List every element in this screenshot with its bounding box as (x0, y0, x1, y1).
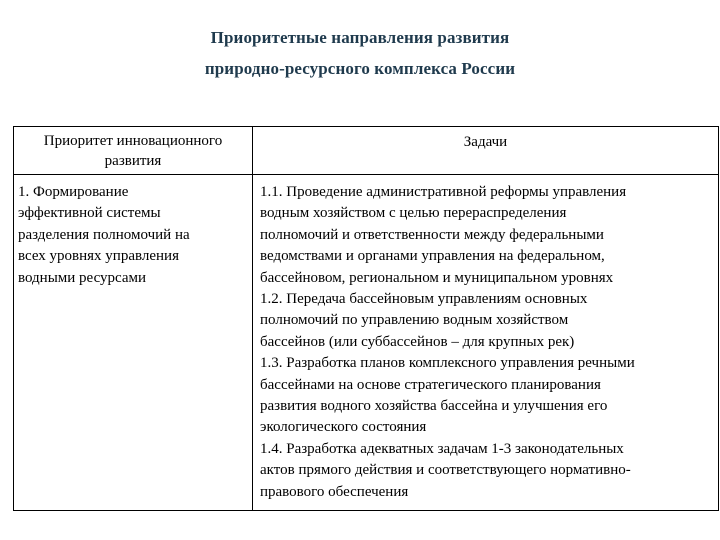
task-line: полномочий и ответственности между федеральными (260, 226, 604, 243)
page-title-line-2: природно-ресурсного комплекса России (204, 59, 516, 78)
priority-line: разделения полномочий на (18, 226, 190, 243)
task-line: бассейнов (или суббассейнов – для крупных рек) (260, 333, 575, 350)
task-line: полномочий по управлению водным хозяйством (260, 312, 569, 329)
priority-line: всех уровнях управления (18, 248, 179, 265)
priority-cell (18, 182, 248, 289)
column-divider (252, 127, 253, 510)
task-line: экологического состояния (260, 419, 427, 436)
header-priority (14, 131, 252, 171)
task-line: ведомствами и органами управления на федеральном, (260, 248, 605, 265)
header-priority-line: Приоритет инновационного (43, 133, 223, 149)
tasks-cell (260, 182, 720, 503)
task-line: бассейновом, региональном и муниципальном уровнях (260, 269, 614, 286)
priority-line: эффективной системы (18, 205, 161, 222)
task-line: актов прямого действия и соответствующего нормативно- (260, 462, 631, 479)
task-line: бассейнами на основе стратегического планирования (260, 376, 601, 393)
task-line: правового обеспечения (260, 483, 409, 500)
page-title-line-1: Приоритетные направления развития (210, 28, 510, 47)
priority-line: 1. Формирование (18, 184, 129, 200)
header-priority-line: развития (104, 153, 162, 169)
task-line: 1.4. Разработка адекватных задачам 1-3 законодательных (260, 440, 624, 457)
task-line: 1.2. Передача бассейновым управлениям основных (260, 291, 588, 308)
priorities-table (13, 126, 719, 511)
task-line: водным хозяйством с целью перераспределения (260, 205, 567, 222)
task-line: 1.3. Разработка планов комплексного управления речными (260, 355, 635, 372)
header-divider (14, 174, 718, 175)
task-line: развития водного хозяйства бассейна и улучшения его (260, 398, 608, 415)
header-tasks: Задачи (463, 134, 508, 150)
priority-line: водными ресурсами (18, 269, 147, 286)
task-line: 1.1. Проведение административной реформы управления (260, 184, 627, 200)
